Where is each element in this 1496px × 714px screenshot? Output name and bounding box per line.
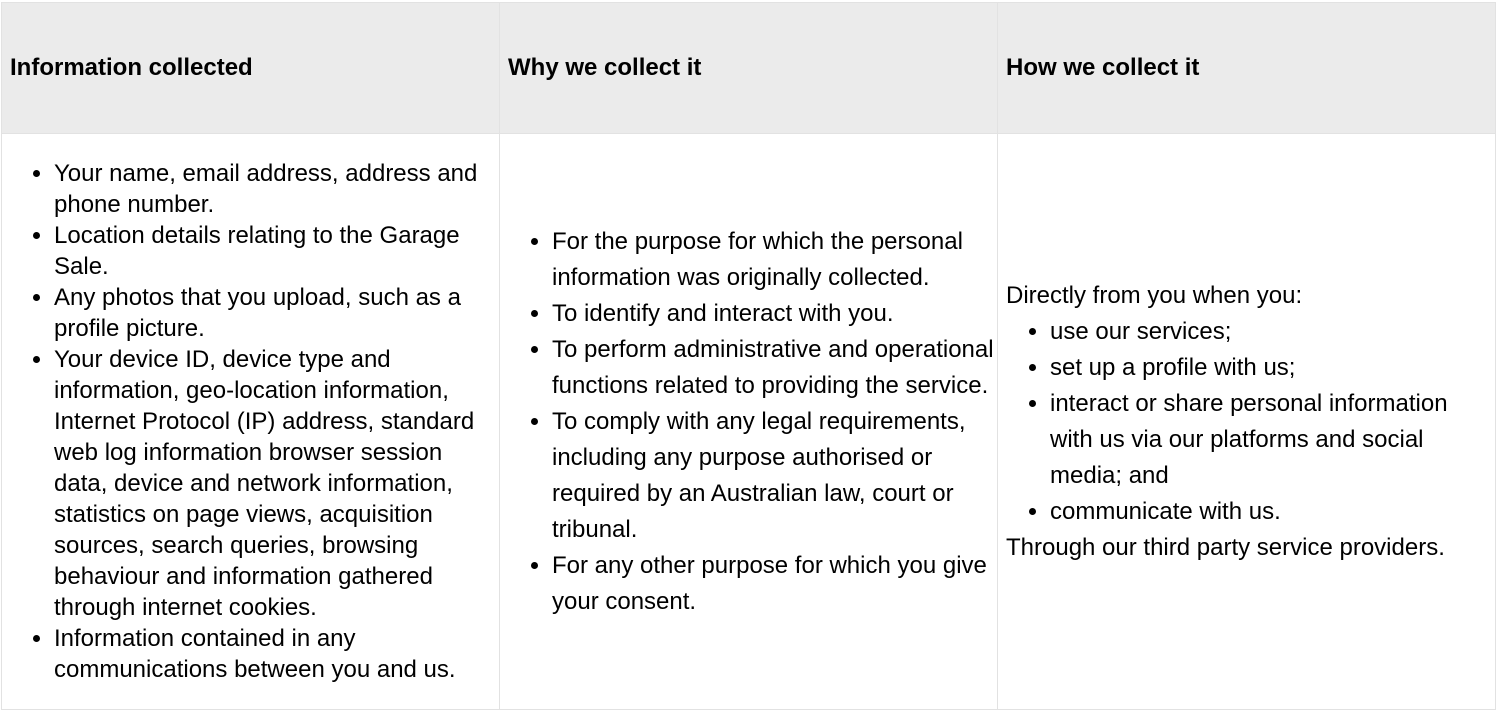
list-item: • Your device ID, device type and information, geo-location information, Internet Protocol (IP) address, standard web log information browser session data, device and network information, statistics on page views, acquisition sources, search queries, browsing behaviour and information gathered through internet cookies. (54, 344, 499, 623)
list-item: • interact or share personal information with us via our platforms and social media; and (1050, 386, 1495, 494)
header-row (2, 3, 1496, 134)
how-cell (998, 134, 1496, 710)
list-item: • Any photos that you upload, such as a profile picture. (54, 282, 499, 344)
list-item: • Your name, email address, address and phone number. (54, 158, 499, 220)
list-item: • Location details relating to the Garage Sale. (54, 220, 499, 282)
why-list (508, 224, 997, 620)
list-item: • set up a profile with us; (1050, 350, 1495, 386)
information-cell (2, 134, 500, 710)
header-information-collected: Information collected (2, 3, 500, 134)
list-item: • communicate with us. (1050, 494, 1495, 530)
header-why-we-collect: Why we collect it (500, 3, 998, 134)
information-list (10, 158, 499, 685)
list-item: • For any other purpose for which you give your consent. (552, 548, 997, 620)
list-item: • Information contained in any communications between you and us. (54, 623, 499, 685)
privacy-table (1, 2, 1496, 710)
why-cell (500, 134, 998, 710)
how-outro: Through our third party service providers. (1006, 533, 1445, 561)
how-intro: Directly from you when you: (1006, 281, 1303, 309)
list-item: • use our services; (1050, 314, 1495, 350)
content-row (2, 134, 1496, 710)
header-how-we-collect: How we collect it (998, 3, 1496, 134)
list-item: • For the purpose for which the personal information was originally collected. (552, 224, 997, 296)
list-item: • To comply with any legal requirements, including any purpose authorised or required by an Australian law, court or tribunal. (552, 404, 997, 548)
how-list (1006, 314, 1495, 530)
list-item: • To identify and interact with you. (552, 296, 997, 332)
list-item: • To perform administrative and operational functions related to providing the service. (552, 332, 997, 404)
